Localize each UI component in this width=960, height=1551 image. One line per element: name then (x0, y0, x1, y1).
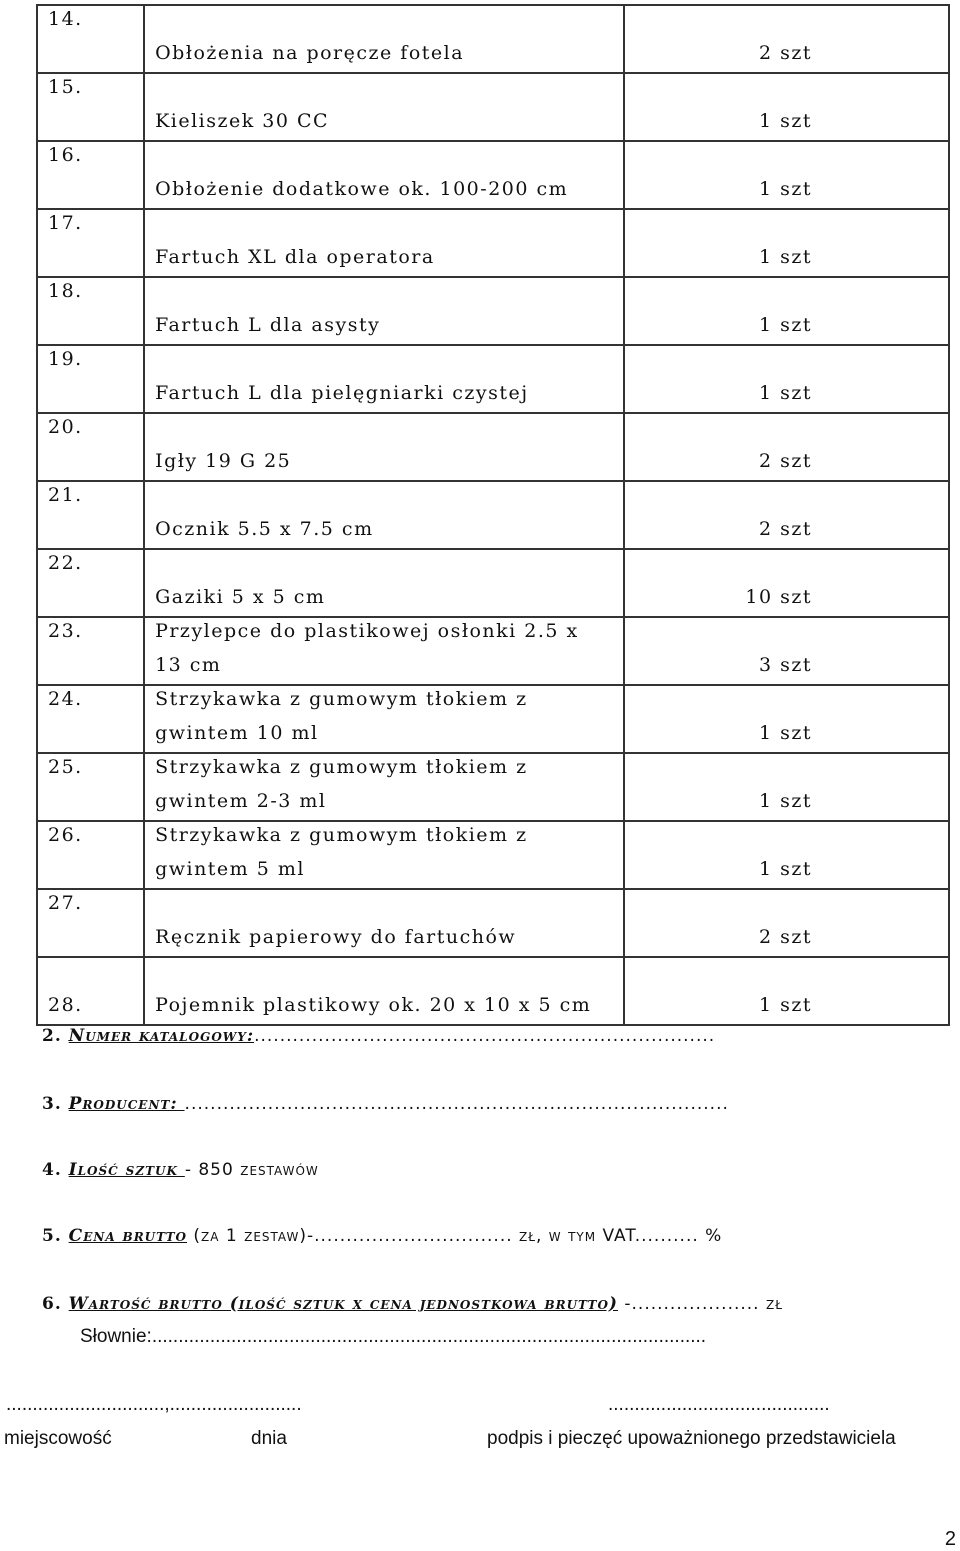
item-number: 14. (48, 8, 83, 30)
catalog-number-fill: ........................................................................ (254, 1026, 716, 1046)
name-cell (144, 481, 624, 549)
table-row (37, 141, 949, 209)
name-cell (144, 617, 624, 685)
number-cell (37, 141, 144, 209)
item-number: 27. (48, 892, 83, 914)
item-quantity: 2 szt (758, 926, 812, 948)
page-number: 2 (944, 1528, 956, 1550)
section-quantity (42, 1160, 319, 1180)
item-quantity: 1 szt (758, 314, 812, 336)
number-cell (37, 617, 144, 685)
section-producer (42, 1094, 729, 1114)
item-name: Fartuch L dla asysty (155, 314, 381, 336)
quantity-cell (624, 345, 949, 413)
quantity-cell (624, 889, 949, 957)
gross-value-label: Wartość brutto (ilość sztuk x cena jednostkowa brutto) (68, 1294, 618, 1314)
table-row (37, 481, 949, 549)
signature-label: podpis i pieczęć upoważnionego przedstawiciela (487, 1428, 896, 1449)
number-cell (37, 5, 144, 73)
item-quantity: 1 szt (758, 246, 812, 268)
number-cell (37, 753, 144, 821)
quantity-cell (624, 413, 949, 481)
name-cell (144, 413, 624, 481)
quantity-cell (624, 821, 949, 889)
section-number: 2. (42, 1026, 62, 1046)
name-cell (144, 345, 624, 413)
quantity-cell (624, 277, 949, 345)
number-cell (37, 685, 144, 753)
section-number: 5. (42, 1226, 62, 1246)
item-name-line1: Przylepce do plastikowej osłonki 2.5 x (155, 620, 579, 642)
item-number: 17. (48, 212, 83, 234)
item-name: Fartuch XL dla operatora (155, 246, 435, 268)
name-cell (144, 73, 624, 141)
quantity-value: - 850 zestawów (184, 1160, 319, 1180)
name-cell (144, 277, 624, 345)
section-catalog-number (42, 1026, 715, 1046)
number-cell (37, 549, 144, 617)
gross-price-label: Cena brutto (68, 1226, 188, 1246)
number-cell (37, 413, 144, 481)
table-row (37, 73, 949, 141)
producer-label: Producent: (68, 1094, 185, 1114)
quantity-cell (624, 73, 949, 141)
place-label: miejscowość (4, 1428, 112, 1449)
table-row (37, 753, 949, 821)
item-number: 22. (48, 552, 83, 574)
quantity-cell (624, 753, 949, 821)
item-quantity: 3 szt (758, 654, 812, 676)
item-name-line2: gwintem 10 ml (155, 722, 319, 744)
number-cell (37, 821, 144, 889)
item-name: Igły 19 G 25 (155, 450, 292, 472)
table-row (37, 889, 949, 957)
number-cell (37, 481, 144, 549)
table-row (37, 821, 949, 889)
quantity-cell (624, 481, 949, 549)
name-cell (144, 141, 624, 209)
item-number: 18. (48, 280, 83, 302)
name-cell (144, 957, 624, 1025)
item-name: Fartuch L dla pielęgniarki czystej (155, 382, 529, 404)
table-row (37, 413, 949, 481)
number-cell (37, 889, 144, 957)
item-name: Ręcznik papierowy do fartuchów (155, 926, 517, 948)
item-number: 25. (48, 756, 83, 778)
item-number: 26. (48, 824, 83, 846)
item-quantity: 10 szt (745, 586, 812, 608)
item-name: Gaziki 5 x 5 cm (155, 586, 326, 608)
item-quantity: 1 szt (758, 858, 812, 880)
item-quantity: 2 szt (758, 518, 812, 540)
table-row (37, 617, 949, 685)
item-quantity: 1 szt (758, 994, 812, 1016)
item-name: Pojemnik plastikowy ok. 20 x 10 x 5 cm (155, 994, 592, 1016)
quantity-cell (624, 549, 949, 617)
quantity-cell (624, 141, 949, 209)
section-number: 3. (42, 1094, 62, 1114)
items-table (36, 4, 950, 1026)
signature-dots: .......................................... (608, 1394, 830, 1415)
item-name: Ocznik 5.5 x 7.5 cm (155, 518, 374, 540)
item-number: 24. (48, 688, 83, 710)
quantity-cell (624, 209, 949, 277)
number-cell (37, 957, 144, 1025)
name-cell (144, 549, 624, 617)
item-name: Obłożenia na poręcze fotela (155, 42, 465, 64)
table-row (37, 345, 949, 413)
number-cell (37, 277, 144, 345)
table-row (37, 957, 949, 1025)
item-quantity: 1 szt (758, 722, 812, 744)
item-number: 20. (48, 416, 83, 438)
quantity-cell (624, 957, 949, 1025)
name-cell (144, 209, 624, 277)
item-name-line1: Strzykawka z gumowym tłokiem z (155, 688, 528, 710)
quantity-cell (624, 5, 949, 73)
item-name-line1: Strzykawka z gumowym tłokiem z (155, 756, 528, 778)
producer-fill: ..................................................................................... (184, 1094, 729, 1114)
item-number: 23. (48, 620, 83, 642)
section-gross-price (42, 1226, 722, 1246)
name-cell (144, 821, 624, 889)
name-cell (144, 889, 624, 957)
date-label: dnia (251, 1428, 287, 1449)
item-quantity: 2 szt (758, 450, 812, 472)
table-row (37, 685, 949, 753)
in-words-line: Słownie:......................................................................................................... (80, 1326, 707, 1347)
item-name-line1: Strzykawka z gumowym tłokiem z (155, 824, 528, 846)
name-cell (144, 753, 624, 821)
section-number: 4. (42, 1160, 62, 1180)
name-cell (144, 5, 624, 73)
item-name: Kieliszek 30 CC (155, 110, 330, 132)
item-quantity: 1 szt (758, 110, 812, 132)
gross-price-fill: (za 1 zestaw)-............................... zł, w tym VAT.......... % (187, 1226, 723, 1246)
number-cell (37, 345, 144, 413)
item-number: 19. (48, 348, 83, 370)
item-number: 15. (48, 76, 83, 98)
table-row (37, 277, 949, 345)
quantity-label: Ilość sztuk (68, 1160, 185, 1180)
table-row (37, 549, 949, 617)
item-name: Obłożenie dodatkowe ok. 100-200 cm (155, 178, 569, 200)
item-quantity: 1 szt (758, 382, 812, 404)
item-quantity: 2 szt (758, 42, 812, 64)
place-date-dots: ..............................,......................... (6, 1394, 302, 1415)
item-number: 28. (48, 994, 83, 1016)
section-gross-value (42, 1294, 783, 1314)
catalog-number-label: Numer katalogowy: (68, 1026, 255, 1046)
section-number: 6. (42, 1294, 62, 1314)
gross-value-fill: -.................... zł (617, 1294, 783, 1314)
table-row (37, 5, 949, 73)
quantity-cell (624, 617, 949, 685)
item-quantity: 1 szt (758, 178, 812, 200)
item-number: 16. (48, 144, 83, 166)
item-quantity: 1 szt (758, 790, 812, 812)
number-cell (37, 209, 144, 277)
number-cell (37, 73, 144, 141)
table-row (37, 209, 949, 277)
quantity-cell (624, 685, 949, 753)
item-name-line2: 13 cm (155, 654, 222, 676)
name-cell (144, 685, 624, 753)
item-number: 21. (48, 484, 83, 506)
item-name-line2: gwintem 2-3 ml (155, 790, 327, 812)
item-name-line2: gwintem 5 ml (155, 858, 305, 880)
